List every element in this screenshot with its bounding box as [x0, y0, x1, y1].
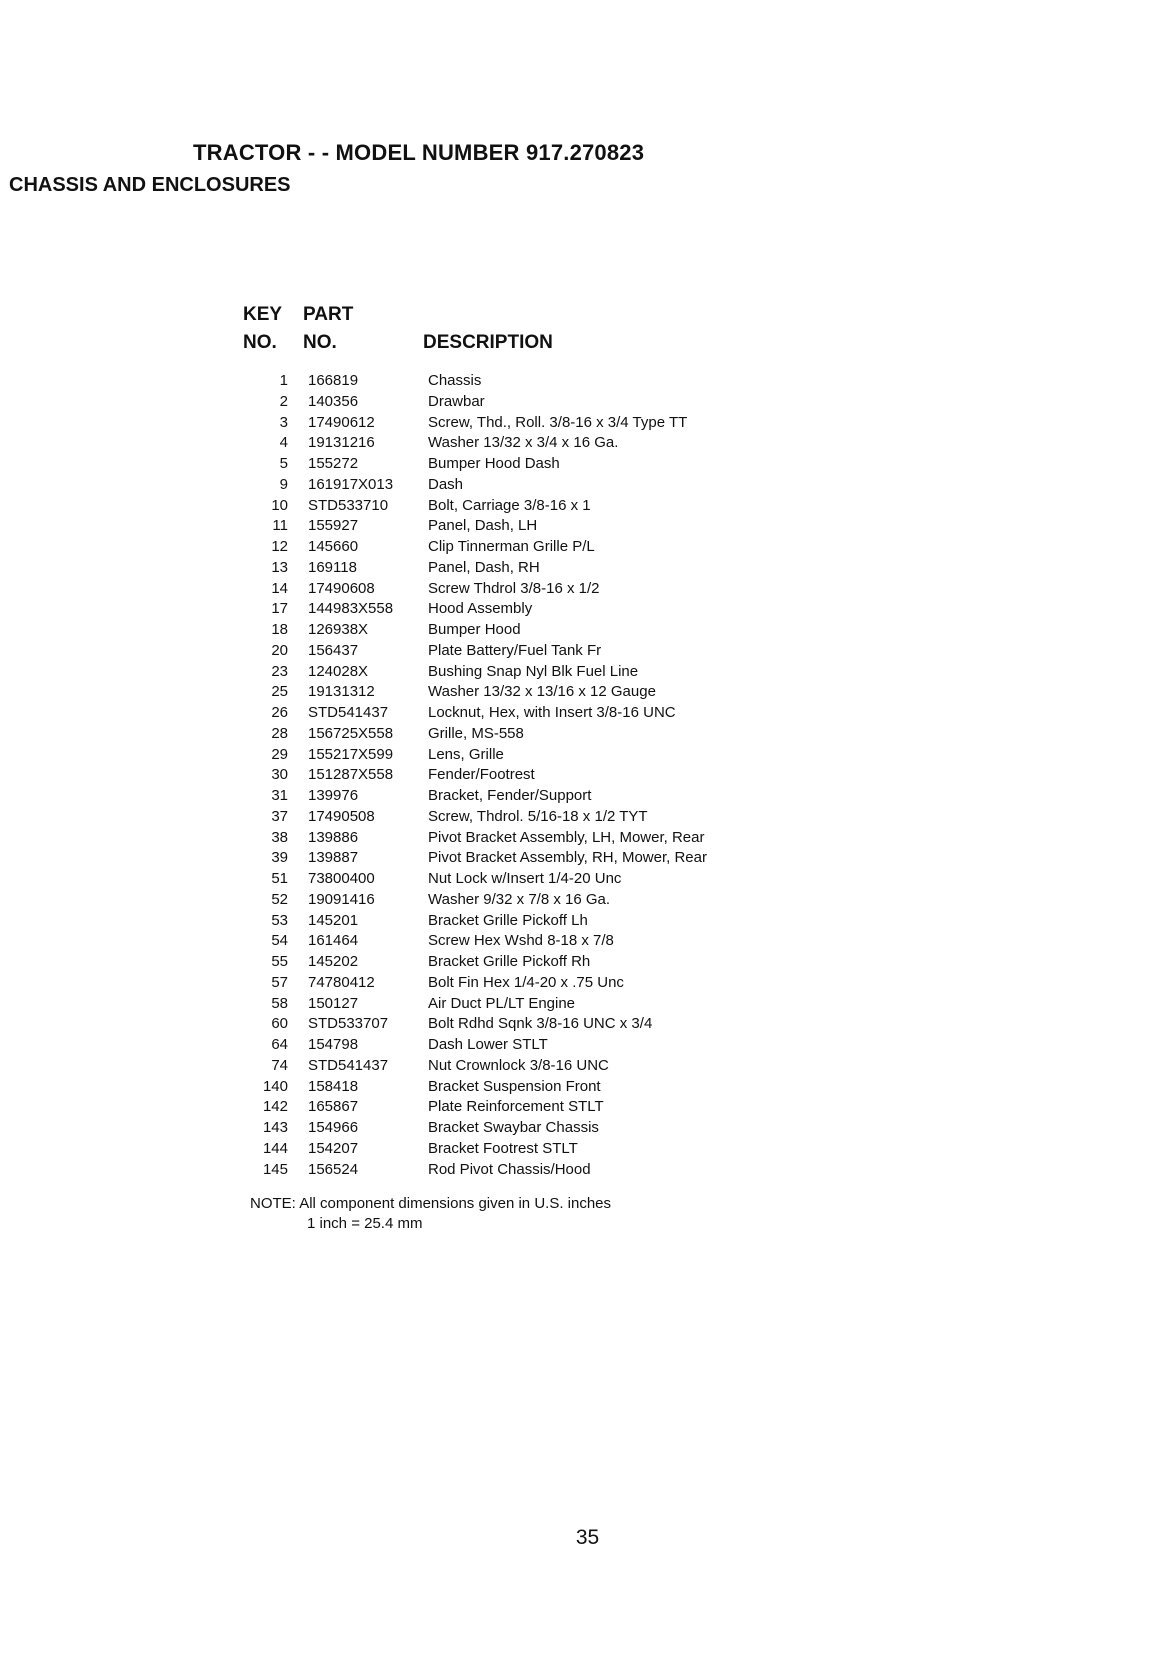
key-number: 20	[271, 641, 288, 659]
part-number: 158418	[308, 1077, 359, 1095]
part-number: 145660	[308, 538, 359, 555]
parts-row	[240, 1077, 800, 1098]
part-number: 165867	[308, 1098, 359, 1116]
part-number: 17490608	[308, 579, 375, 597]
parts-row	[240, 994, 800, 1015]
key-number: 4	[279, 434, 288, 452]
part-number: 17490508	[308, 807, 375, 825]
key-number: 3	[279, 413, 288, 431]
part-description: Hood Assembly	[428, 600, 533, 618]
parts-row	[240, 475, 800, 496]
part-description: Dash	[428, 475, 464, 493]
part-number: 19091416	[308, 890, 375, 908]
key-number: 28	[271, 724, 288, 742]
key-number: 37	[271, 807, 288, 825]
parts-row	[240, 413, 800, 434]
parts-row	[240, 869, 800, 890]
part-description: Bolt Fin Hex 1/4-20 x .75 Unc	[428, 973, 624, 991]
parts-row	[240, 662, 800, 683]
part-description: Washer 9/32 x 7/8 x 16 Ga.	[428, 890, 611, 908]
key-number: 143	[262, 1119, 288, 1136]
part-number: STD533710	[308, 496, 389, 514]
parts-row	[240, 1097, 800, 1118]
key-number: 2	[279, 392, 288, 410]
section-title: CHASSIS AND ENCLOSURES	[9, 174, 291, 196]
key-number: 31	[271, 787, 288, 804]
key-number: 26	[271, 704, 288, 721]
part-number: 73800400	[308, 870, 375, 887]
part-description: Bracket, Fender/Support	[428, 787, 592, 804]
parts-row	[240, 599, 800, 620]
parts-row	[240, 703, 800, 724]
parts-row	[240, 558, 800, 579]
part-description: Chassis	[428, 372, 482, 389]
part-description: Bracket Grille Pickoff Lh	[428, 911, 588, 929]
part-number: 139886	[308, 828, 359, 846]
part-description: Bracket Swaybar Chassis	[428, 1119, 599, 1136]
part-description: Pivot Bracket Assembly, LH, Mower, Rear	[428, 828, 705, 846]
part-description: Rod Pivot Chassis/Hood	[428, 1160, 591, 1178]
part-description: Drawbar	[428, 392, 485, 410]
parts-row	[240, 724, 800, 745]
key-number: 1	[279, 372, 288, 389]
parts-row	[240, 890, 800, 911]
part-description: Pivot Bracket Assembly, RH, Mower, Rear	[428, 849, 707, 867]
part-number: 161464	[308, 932, 359, 950]
part-description: Plate Battery/Fuel Tank Fr	[428, 641, 602, 659]
parts-row	[240, 765, 800, 786]
parts-row	[240, 454, 800, 475]
page-title: TRACTOR - - MODEL NUMBER 917.270823	[193, 140, 645, 165]
key-number: 145	[262, 1160, 288, 1178]
part-description: Bolt Rdhd Sqnk 3/8-16 UNC x 3/4	[428, 1015, 653, 1033]
part-number: 139887	[308, 849, 359, 867]
part-description: Locknut, Hex, with Insert 3/8-16 UNC	[428, 704, 676, 721]
part-number: 139976	[308, 787, 359, 804]
key-number: 5	[279, 455, 288, 472]
part-description: Clip Tinnerman Grille P/L	[428, 538, 595, 555]
part-description: Screw, Thdrol. 5/16-18 x 1/2 TYT	[428, 807, 648, 825]
key-number: 12	[271, 538, 288, 555]
key-number: 38	[271, 828, 288, 846]
key-number: 53	[271, 911, 288, 929]
parts-row	[240, 620, 800, 641]
key-number: 18	[271, 621, 288, 638]
key-number: 51	[271, 870, 288, 887]
part-number: 155217X599	[308, 745, 394, 763]
part-number: 166819	[308, 372, 359, 389]
part-number: 154798	[308, 1036, 359, 1053]
part-description: Air Duct PL/LT Engine	[428, 994, 576, 1012]
parts-row	[240, 1139, 800, 1160]
part-description: Bushing Snap Nyl Blk Fuel Line	[428, 662, 639, 680]
parts-row	[240, 786, 800, 807]
page-number: 35	[575, 1526, 600, 1549]
part-number: STD541437	[308, 1056, 389, 1074]
description-header: DESCRIPTION	[423, 332, 553, 353]
key-number: 52	[271, 890, 288, 908]
parts-row	[240, 392, 800, 413]
part-description: Bumper Hood	[428, 621, 521, 638]
key-number: 23	[271, 662, 288, 680]
part-number: 74780412	[308, 973, 375, 991]
parts-row	[240, 496, 800, 517]
part-number: 154207	[308, 1139, 359, 1157]
part-number: 144983X558	[308, 600, 394, 618]
key-number: 142	[262, 1098, 288, 1116]
parts-list	[240, 371, 800, 1180]
key-number: 10	[271, 496, 288, 514]
part-number: 19131216	[308, 434, 375, 452]
part-number: 140356	[308, 392, 359, 410]
parts-row	[240, 433, 800, 454]
part-description: Fender/Footrest	[428, 766, 535, 784]
key-number: 25	[271, 683, 288, 701]
parts-row	[240, 1118, 800, 1139]
part-description: Washer 13/32 x 13/16 x 12 Gauge	[428, 683, 656, 701]
part-number: 156437	[308, 641, 359, 659]
part-number: 145202	[308, 953, 359, 970]
key-number: 54	[271, 932, 288, 950]
part-number: 156524	[308, 1160, 359, 1178]
key-number: 39	[271, 849, 288, 867]
part-number: 17490612	[308, 413, 375, 431]
part-number: STD541437	[308, 704, 389, 721]
part-no-header-top: PART	[303, 304, 354, 325]
key-number: 13	[271, 558, 288, 576]
part-number: 169118	[308, 558, 357, 576]
part-number: STD533707	[308, 1015, 389, 1033]
part-description: Plate Reinforcement STLT	[428, 1098, 604, 1116]
part-description: Bracket Footrest STLT	[428, 1139, 578, 1157]
part-description: Dash Lower STLT	[428, 1036, 548, 1053]
key-number: 9	[279, 475, 288, 493]
key-number: 14	[271, 579, 288, 597]
part-number: 126938X	[308, 621, 369, 638]
note-line-1: All component dimensions given in U.S. inches	[299, 1195, 612, 1212]
key-number: 144	[262, 1139, 288, 1157]
key-number: 55	[271, 953, 288, 970]
part-description: Washer 13/32 x 3/4 x 16 Ga.	[428, 434, 619, 452]
parts-row	[240, 973, 800, 994]
parts-row	[240, 952, 800, 973]
key-number: 140	[262, 1077, 288, 1095]
part-number: 161917X013	[308, 475, 394, 493]
part-number: 154966	[308, 1119, 359, 1136]
part-description: Nut Crownlock 3/8-16 UNC	[428, 1056, 609, 1074]
part-description: Grille, MS-558	[428, 724, 524, 742]
part-number: 155272	[308, 455, 359, 472]
note-line-2: 1 inch = 25.4 mm	[307, 1215, 423, 1232]
key-number: 17	[271, 600, 288, 618]
part-description: Panel, Dash, LH	[428, 517, 538, 535]
parts-row	[240, 745, 800, 766]
key-no-header-top: KEY	[243, 304, 283, 325]
part-description: Lens, Grille	[428, 745, 504, 763]
part-description: Bolt, Carriage 3/8-16 x 1	[428, 496, 591, 514]
parts-row	[240, 516, 800, 537]
part-description: Screw Thdrol 3/8-16 x 1/2	[428, 579, 600, 597]
part-description: Screw, Thd., Roll. 3/8-16 x 3/4 Type TT	[428, 413, 688, 431]
key-number: 57	[271, 973, 288, 991]
part-no-header-bottom: NO.	[303, 332, 337, 353]
parts-row	[240, 371, 800, 392]
parts-row	[240, 1056, 800, 1077]
part-description: Bumper Hood Dash	[428, 455, 560, 472]
parts-row	[240, 828, 800, 849]
part-number: 124028X	[308, 662, 369, 680]
part-number: 150127	[308, 994, 359, 1012]
part-number: 156725X558	[308, 724, 394, 742]
part-number: 155927	[308, 517, 359, 535]
note-block	[250, 1194, 611, 1234]
key-number: 58	[271, 994, 288, 1012]
parts-row	[240, 682, 800, 703]
parts-row	[240, 911, 800, 932]
parts-row	[240, 931, 800, 952]
parts-row	[240, 1014, 800, 1035]
parts-row	[240, 537, 800, 558]
key-number: 74	[271, 1056, 288, 1074]
parts-row	[240, 1035, 800, 1056]
part-description: Nut Lock w/Insert 1/4-20 Unc	[428, 870, 622, 887]
key-number: 60	[271, 1015, 288, 1033]
key-number: 64	[271, 1036, 288, 1053]
key-number: 29	[271, 745, 288, 763]
part-number: 145201	[308, 911, 359, 929]
parts-row	[240, 579, 800, 600]
parts-row	[240, 848, 800, 869]
key-number: 30	[271, 766, 288, 784]
part-description: Bracket Suspension Front	[428, 1077, 601, 1095]
parts-row	[240, 1160, 800, 1181]
parts-row	[240, 807, 800, 828]
part-description: Bracket Grille Pickoff Rh	[428, 953, 591, 970]
part-description: Screw Hex Wshd 8-18 x 7/8	[428, 932, 614, 950]
key-number: 11	[272, 517, 288, 535]
parts-row	[240, 641, 800, 662]
key-no-header-bottom: NO.	[243, 332, 277, 353]
part-number: 19131312	[308, 683, 375, 701]
part-number: 151287X558	[308, 766, 394, 784]
note-label: NOTE:	[250, 1195, 296, 1212]
part-description: Panel, Dash, RH	[428, 558, 540, 576]
